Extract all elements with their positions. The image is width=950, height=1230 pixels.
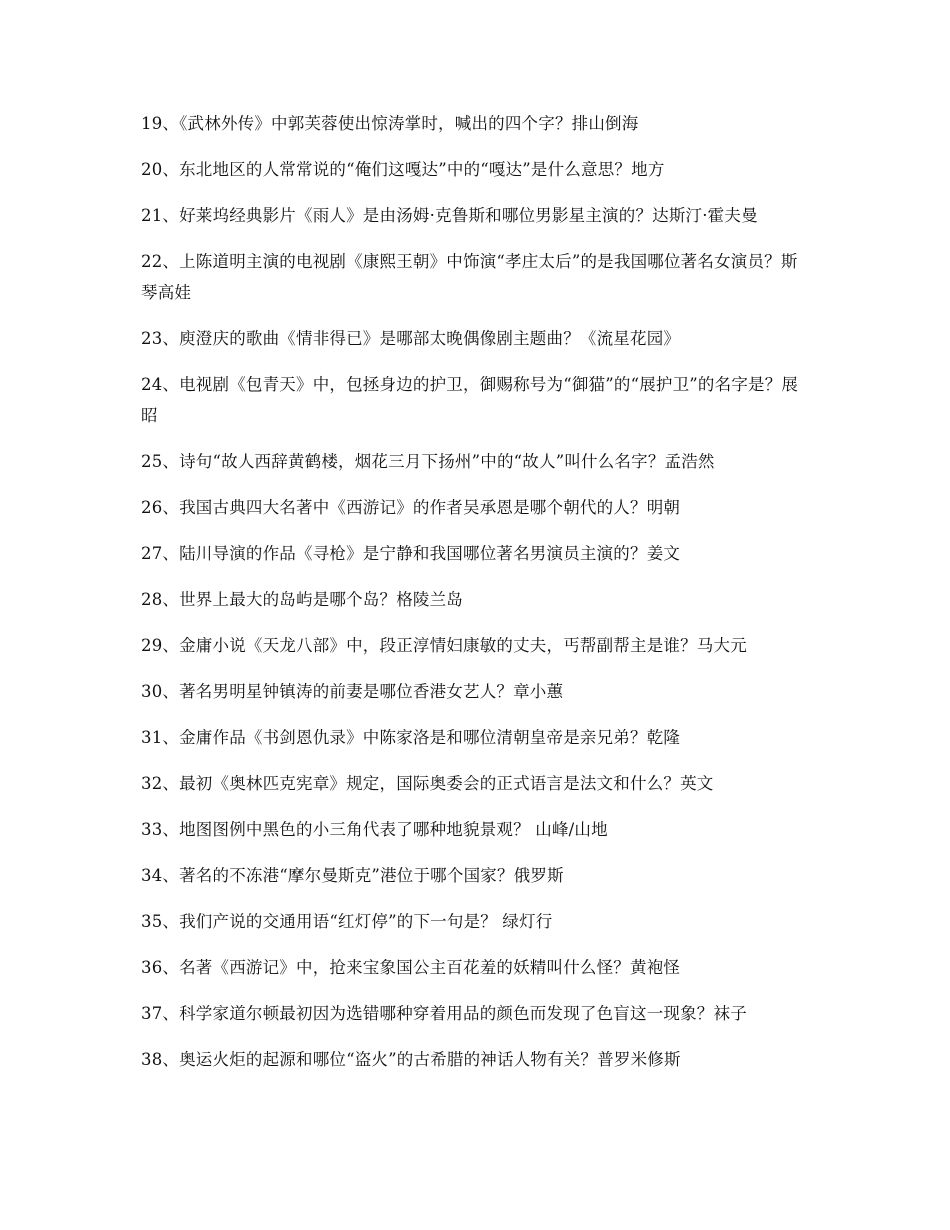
list-item: 30、著名男明星钟镇涛的前妻是哪位香港女艺人？章小蕙	[141, 682, 564, 701]
list-item: 26、我国古典四大名著中《西游记》的作者吴承恩是哪个朝代的人？明朝	[141, 498, 681, 517]
list-item: 36、名著《西游记》中，抢来宝象国公主百花羞的妖精叫什么怪？黄袍怪	[141, 958, 681, 977]
list-item: 20、东北地区的人常常说的“俺们这嘎达”中的“嘎达”是什么意思？地方	[141, 160, 665, 179]
list-item: 19、《武林外传》中郭芙蓉使出惊涛掌时，喊出的四个字？排山倒海	[141, 114, 639, 133]
list-item: 21、好莱坞经典影片《雨人》是由汤姆·克鲁斯和哪位男影星主演的？达斯汀·霍夫曼	[141, 206, 758, 225]
list-item: 23、庾澄庆的歌曲《情非得已》是哪部太晚偶像剧主题曲？《流星花园》	[141, 329, 681, 348]
list-item: 37、科学家道尔顿最初因为选错哪种穿着用品的颜色而发现了色盲这一现象？袜子	[141, 1004, 747, 1023]
list-item: 34、著名的不冻港“摩尔曼斯克”港位于哪个国家？俄罗斯	[141, 866, 564, 885]
question-list	[141, 108, 809, 1090]
list-item: 31、金庸作品《书剑恩仇录》中陈家洛是和哪位清朝皇帝是亲兄弟？乾隆	[141, 728, 681, 747]
list-item: 32、最初《奥林匹克宪章》规定，国际奥委会的正式语言是法文和什么？英文	[141, 774, 714, 793]
list-item: 33、地图图例中黑色的小三角代表了哪种地貌景观？ 山峰/山地	[141, 820, 608, 839]
list-item: 28、世界上最大的岛屿是哪个岛？格陵兰岛	[141, 590, 463, 609]
list-item: 25、诗句“故人西辞黄鹤楼，烟花三月下扬州”中的“故人”叫什么名字？孟浩然	[141, 452, 715, 471]
list-item: 22、上陈道明主演的电视剧《康熙王朝》中饰演“孝庄太后”的是我国哪位著名女演员？斯琴高娃	[141, 252, 798, 302]
list-item: 38、奥运火炬的起源和哪位“盗火”的古希腊的神话人物有关？普罗米修斯	[141, 1050, 681, 1069]
list-item: 27、陆川导演的作品《寻枪》是宁静和我国哪位著名男演员主演的？姜文	[141, 544, 681, 563]
list-item: 29、金庸小说《天龙八部》中，段正淳情妇康敏的丈夫，丐帮副帮主是谁？马大元	[141, 636, 747, 655]
list-item: 35、我们产说的交通用语“红灯停”的下一句是？ 绿灯行	[141, 912, 553, 931]
list-item: 24、电视剧《包青天》中，包拯身边的护卫，御赐称号为“御猫”的“展护卫”的名字是？展昭	[141, 375, 799, 425]
